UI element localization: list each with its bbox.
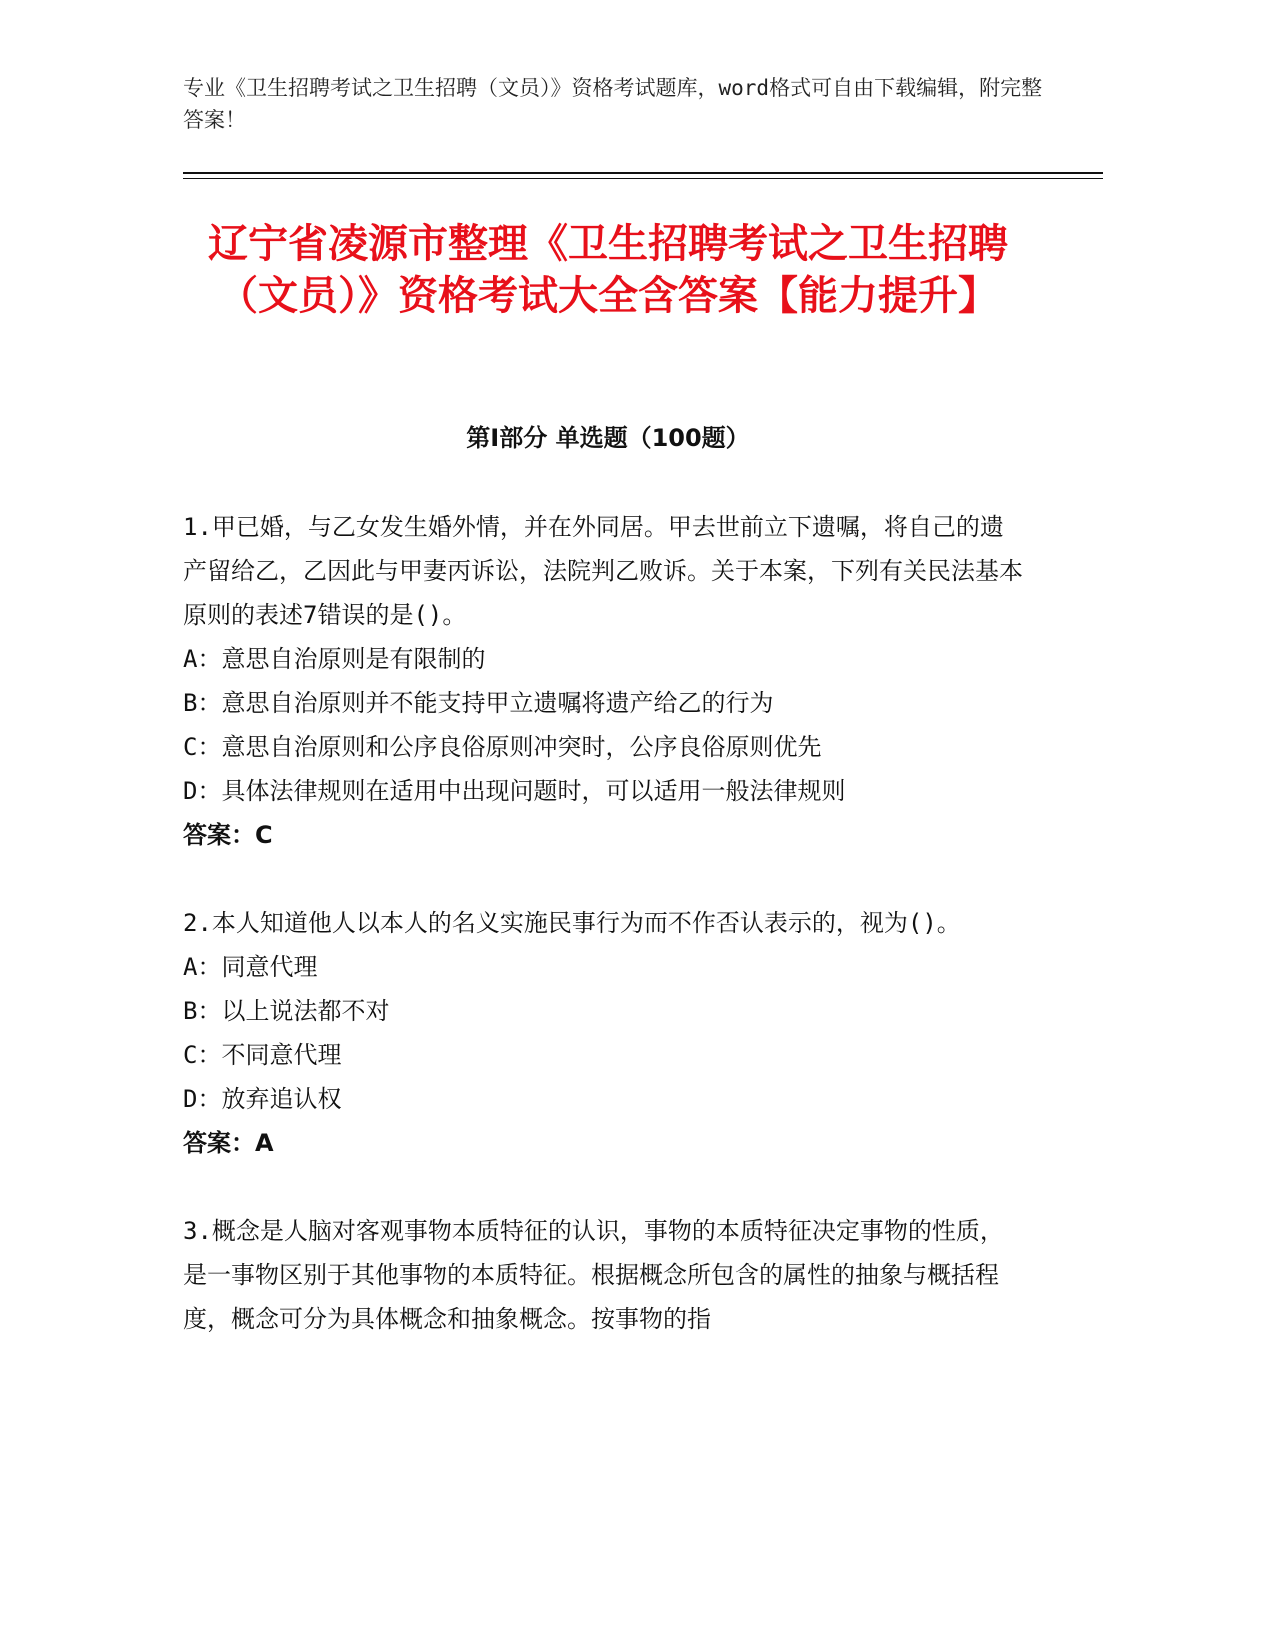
option-b: B：意思自治原则并不能支持甲立遗嘱将遗产给乙的行为 [183,689,774,717]
question-stem: 3.概念是人脑对客观事物本质特征的认识，事物的本质特征决定事物的性质，是一事物区别于其他事物的本质特征。根据概念所包含的属性的抽象与概括程度，概念可分为具体概念和抽象概念。按事物的指 [183,1217,1004,1333]
option-c: C：不同意代理 [183,1041,342,1069]
question-stem: 2.本人知道他人以本人的名义实施民事行为而不作否认表示的，视为()。 [183,909,961,937]
document-title: 辽宁省凌源市整理《卫生招聘考试之卫生招聘（文员）》资格考试大全含答案【能力提升】 [208,221,1008,319]
question-list [183,505,1023,1385]
question-stem: 1.甲已婚，与乙女发生婚外情，并在外同居。甲去世前立下遗嘱，将自己的遗产留给乙，乙因此与甲妻丙诉讼，法院判乙败诉。关于本案，下列有关民法基本原则的表述7错误的是()。 [183,513,1023,629]
question-2 [183,901,1023,1165]
option-a: A：同意代理 [183,953,318,981]
header-divider-thick [183,172,1103,174]
option-d: D：放弃追认权 [183,1085,342,1113]
option-d: D：具体法律规则在适用中出现问题时，可以适用一般法律规则 [183,777,846,805]
answer: 答案：C [183,821,273,849]
header-note: 专业《卫生招聘考试之卫生招聘（文员）》资格考试题库，word格式可自由下载编辑，附完整答案！ [183,76,1043,132]
option-c: C：意思自治原则和公序良俗原则冲突时，公序良俗原则优先 [183,733,822,761]
option-b: B：以上说法都不对 [183,997,390,1025]
question-1 [183,505,1023,857]
section-title: 第Ⅰ部分 单选题（100题） [466,424,750,452]
answer: 答案：A [183,1129,274,1157]
question-3 [183,1209,1023,1341]
header-divider-thin [183,178,1103,179]
option-a: A：意思自治原则是有限制的 [183,645,486,673]
